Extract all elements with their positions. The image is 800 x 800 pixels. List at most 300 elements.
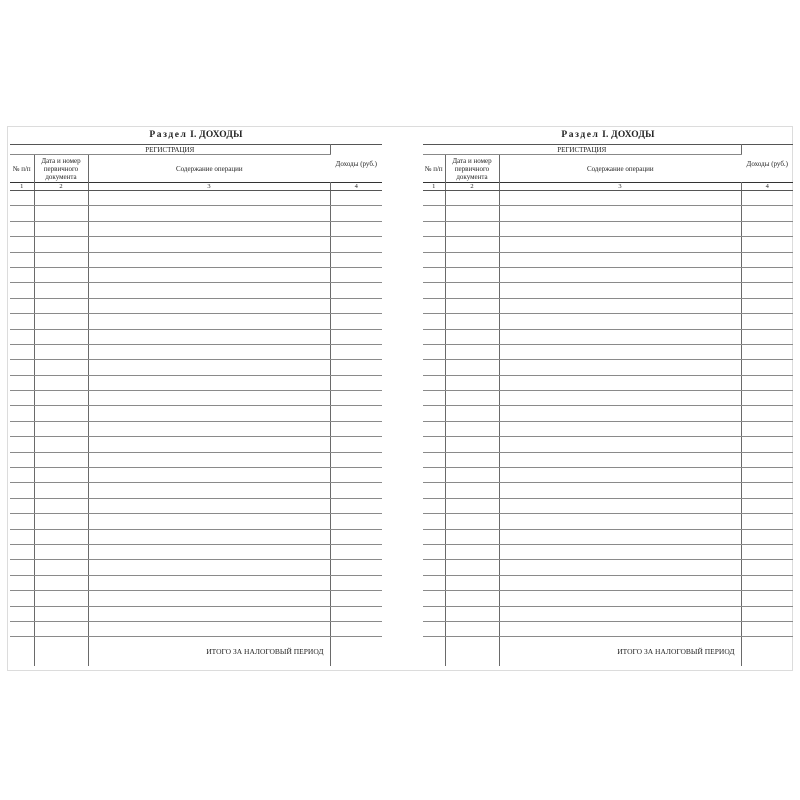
entry-cell[interactable]	[445, 406, 499, 421]
entry-cell[interactable]	[10, 606, 34, 621]
entry-cell[interactable]	[499, 529, 741, 544]
entry-cell[interactable]	[34, 267, 88, 282]
table-row	[10, 360, 382, 375]
entry-cell[interactable]	[330, 252, 382, 267]
entry-cell[interactable]	[10, 375, 34, 390]
entry-cell[interactable]	[499, 606, 741, 621]
entry-cell[interactable]	[423, 191, 445, 206]
entry-cell[interactable]	[88, 406, 330, 421]
entry-cell[interactable]	[741, 375, 793, 390]
entry-cell[interactable]	[423, 206, 445, 221]
entry-cell[interactable]	[330, 360, 382, 375]
entry-cell[interactable]	[499, 437, 741, 452]
entry-cell[interactable]	[741, 221, 793, 236]
total-cell	[10, 637, 34, 666]
entry-cell[interactable]	[34, 360, 88, 375]
entry-cell[interactable]	[423, 621, 445, 636]
entry-cell[interactable]	[330, 606, 382, 621]
entry-cell[interactable]	[34, 237, 88, 252]
entry-cell[interactable]	[330, 468, 382, 483]
entry-cell[interactable]	[34, 406, 88, 421]
entry-cell[interactable]	[88, 221, 330, 236]
table-row	[423, 591, 793, 606]
entry-cell[interactable]	[34, 498, 88, 513]
page-title	[423, 127, 793, 143]
entry-cell[interactable]	[445, 360, 499, 375]
column-header-document: Дата и номер первичного документа	[34, 155, 88, 183]
entry-cell[interactable]	[330, 237, 382, 252]
table-row	[10, 314, 382, 329]
entry-cell[interactable]	[330, 437, 382, 452]
entry-cell[interactable]	[88, 437, 330, 452]
column-header-operation: Содержание операции	[175, 164, 243, 173]
entry-cell[interactable]	[423, 498, 445, 513]
entry-cell[interactable]	[88, 191, 330, 206]
entry-cell[interactable]	[10, 421, 34, 436]
entry-cell[interactable]	[330, 191, 382, 206]
entry-cell[interactable]	[330, 298, 382, 313]
entry-cell[interactable]	[34, 437, 88, 452]
table-row	[423, 252, 793, 267]
entry-cell[interactable]	[445, 314, 499, 329]
entry-cell[interactable]	[741, 421, 793, 436]
total-value-cell[interactable]	[741, 637, 793, 666]
entry-cell[interactable]	[10, 344, 34, 359]
entry-cell[interactable]	[445, 375, 499, 390]
entry-cell[interactable]	[10, 483, 34, 498]
table-row	[423, 560, 793, 575]
entry-cell[interactable]	[445, 391, 499, 406]
entry-cell[interactable]	[34, 252, 88, 267]
entry-cell[interactable]	[88, 529, 330, 544]
entry-cell[interactable]	[88, 283, 330, 298]
entry-cell[interactable]	[10, 252, 34, 267]
entry-cell[interactable]	[741, 298, 793, 313]
entry-cell[interactable]	[34, 575, 88, 590]
table-row	[10, 329, 382, 344]
table-row	[10, 560, 382, 575]
entry-cell[interactable]	[423, 391, 445, 406]
entry-cell[interactable]	[34, 621, 88, 636]
entry-cell[interactable]	[423, 468, 445, 483]
column-number: 4	[741, 183, 793, 191]
column-number: 3	[499, 183, 741, 191]
entry-cell[interactable]	[499, 391, 741, 406]
column-number: 2	[34, 183, 88, 191]
table-row	[423, 514, 793, 529]
table-row	[423, 298, 793, 313]
entry-cell[interactable]	[34, 375, 88, 390]
entry-cell[interactable]	[34, 391, 88, 406]
entry-cell[interactable]	[10, 560, 34, 575]
entry-cell[interactable]	[330, 267, 382, 282]
entry-cell[interactable]	[330, 375, 382, 390]
entry-cell[interactable]	[34, 560, 88, 575]
entry-cell[interactable]	[88, 483, 330, 498]
entry-cell[interactable]	[741, 483, 793, 498]
table-row	[423, 283, 793, 298]
table-row	[10, 375, 382, 390]
entry-cell[interactable]	[423, 360, 445, 375]
entry-cell[interactable]	[445, 575, 499, 590]
entry-cell[interactable]	[423, 267, 445, 282]
entry-cell[interactable]	[741, 452, 793, 467]
table-row	[10, 514, 382, 529]
table-row	[10, 606, 382, 621]
table-row	[423, 437, 793, 452]
entry-cell[interactable]	[88, 468, 330, 483]
table-row	[423, 221, 793, 236]
entry-cell[interactable]	[741, 468, 793, 483]
entry-cell[interactable]	[423, 406, 445, 421]
entry-cell[interactable]	[741, 360, 793, 375]
entry-cell[interactable]	[88, 344, 330, 359]
table-row	[423, 267, 793, 282]
table-row	[423, 483, 793, 498]
entry-cell[interactable]	[10, 191, 34, 206]
entry-cell[interactable]	[34, 421, 88, 436]
entry-cell[interactable]	[741, 498, 793, 513]
entry-cell[interactable]	[445, 206, 499, 221]
column-number: 1	[10, 183, 34, 191]
entry-cell[interactable]	[423, 421, 445, 436]
entry-cell[interactable]	[741, 406, 793, 421]
entry-cell[interactable]	[499, 298, 741, 313]
entry-cell[interactable]	[34, 298, 88, 313]
entry-cell[interactable]	[330, 283, 382, 298]
entry-cell[interactable]	[741, 621, 793, 636]
entry-cell[interactable]	[34, 514, 88, 529]
entry-cell[interactable]	[741, 606, 793, 621]
entry-cell[interactable]	[499, 267, 741, 282]
entry-cell[interactable]	[423, 483, 445, 498]
entry-cell[interactable]	[445, 221, 499, 236]
title-prefix: Раздел	[561, 130, 600, 140]
entry-cell[interactable]	[10, 498, 34, 513]
entry-cell[interactable]	[423, 575, 445, 590]
entry-cell[interactable]	[499, 283, 741, 298]
table-row	[423, 375, 793, 390]
entry-cell[interactable]	[10, 237, 34, 252]
entry-cell[interactable]	[88, 391, 330, 406]
right-page	[423, 127, 793, 672]
entry-cell[interactable]	[34, 468, 88, 483]
entry-cell[interactable]	[741, 344, 793, 359]
entry-cell[interactable]	[741, 252, 793, 267]
entry-cell[interactable]	[10, 283, 34, 298]
table-row	[423, 575, 793, 590]
entry-cell[interactable]	[10, 298, 34, 313]
entry-cell[interactable]	[423, 298, 445, 313]
entry-cell[interactable]	[741, 237, 793, 252]
column-header-document: Дата и номер первичного документа	[445, 155, 499, 183]
table-row	[423, 498, 793, 513]
entry-cell[interactable]	[499, 252, 741, 267]
table-row	[423, 206, 793, 221]
entry-cell[interactable]	[330, 206, 382, 221]
entry-cell[interactable]	[88, 267, 330, 282]
entry-cell[interactable]	[10, 544, 34, 559]
entry-cell[interactable]	[445, 591, 499, 606]
entry-cell[interactable]	[445, 452, 499, 467]
entry-cell[interactable]	[741, 283, 793, 298]
entry-cell[interactable]	[34, 529, 88, 544]
entry-cell[interactable]	[445, 529, 499, 544]
entry-cell[interactable]	[10, 206, 34, 221]
entry-cell[interactable]	[445, 514, 499, 529]
entry-cell[interactable]	[88, 421, 330, 436]
table-row	[423, 452, 793, 467]
entry-cell[interactable]	[88, 375, 330, 390]
entry-cell[interactable]	[741, 544, 793, 559]
entry-cell[interactable]	[499, 575, 741, 590]
entry-cell[interactable]	[741, 437, 793, 452]
entry-cell[interactable]	[423, 237, 445, 252]
entry-cell[interactable]	[499, 483, 741, 498]
entry-cell[interactable]	[330, 344, 382, 359]
entry-cell[interactable]	[88, 237, 330, 252]
table-row	[10, 298, 382, 313]
entry-cell[interactable]	[88, 314, 330, 329]
entry-cell[interactable]	[10, 591, 34, 606]
entry-cell[interactable]	[330, 421, 382, 436]
entry-cell[interactable]	[445, 483, 499, 498]
entry-cell[interactable]	[499, 237, 741, 252]
table-row	[423, 237, 793, 252]
entry-cell[interactable]	[423, 591, 445, 606]
total-label: ИТОГО ЗА НАЛОГОВЫЙ ПЕРИОД	[88, 637, 330, 666]
table-row	[10, 344, 382, 359]
column-header-income: Доходы (руб.)	[330, 145, 382, 183]
entry-cell[interactable]	[423, 252, 445, 267]
entry-cell[interactable]	[741, 560, 793, 575]
page-title	[10, 127, 382, 143]
entry-cell[interactable]	[10, 468, 34, 483]
table-row	[423, 406, 793, 421]
entry-cell[interactable]	[445, 544, 499, 559]
entry-cell[interactable]	[445, 267, 499, 282]
total-cell	[423, 637, 445, 666]
entry-cell[interactable]	[423, 314, 445, 329]
entry-cell[interactable]	[34, 283, 88, 298]
entry-cell[interactable]	[330, 529, 382, 544]
table-row	[10, 621, 382, 636]
entry-cell[interactable]	[423, 606, 445, 621]
entry-cell[interactable]	[34, 221, 88, 236]
entry-cell[interactable]	[34, 606, 88, 621]
table-row	[423, 329, 793, 344]
entry-cell[interactable]	[741, 329, 793, 344]
entry-cell[interactable]	[88, 606, 330, 621]
entry-cell[interactable]	[445, 498, 499, 513]
entry-cell[interactable]	[499, 191, 741, 206]
entry-cell[interactable]	[34, 191, 88, 206]
entry-cell[interactable]	[88, 252, 330, 267]
entry-cell[interactable]	[445, 252, 499, 267]
table-row	[10, 283, 382, 298]
entry-cell[interactable]	[499, 452, 741, 467]
column-number: 1	[423, 183, 445, 191]
entry-cell[interactable]	[34, 206, 88, 221]
total-value-cell[interactable]	[330, 637, 382, 666]
entry-cell[interactable]	[88, 560, 330, 575]
table-row	[10, 267, 382, 282]
entry-cell[interactable]	[88, 452, 330, 467]
table-row	[423, 344, 793, 359]
entry-cell[interactable]	[10, 437, 34, 452]
entry-cell[interactable]	[34, 452, 88, 467]
table-row	[10, 406, 382, 421]
table-row	[423, 621, 793, 636]
registration-header: РЕГИСТРАЦИЯ	[10, 145, 330, 155]
entry-cell[interactable]	[10, 329, 34, 344]
entry-cell[interactable]	[88, 298, 330, 313]
entry-cell[interactable]	[741, 206, 793, 221]
table-row	[10, 206, 382, 221]
entry-cell[interactable]	[34, 591, 88, 606]
entry-cell[interactable]	[499, 206, 741, 221]
column-header-number: № п/п	[423, 155, 445, 183]
table-row	[10, 468, 382, 483]
entry-cell[interactable]	[330, 498, 382, 513]
table-row	[10, 391, 382, 406]
entry-cell[interactable]	[499, 514, 741, 529]
entry-cell[interactable]	[741, 267, 793, 282]
entry-cell[interactable]	[10, 452, 34, 467]
entry-cell[interactable]	[10, 360, 34, 375]
entry-cell[interactable]	[445, 560, 499, 575]
entry-cell[interactable]	[741, 529, 793, 544]
entry-cell[interactable]	[330, 452, 382, 467]
entry-cell[interactable]	[499, 468, 741, 483]
entry-cell[interactable]	[330, 314, 382, 329]
entry-cell[interactable]	[423, 514, 445, 529]
entry-cell[interactable]	[423, 452, 445, 467]
table-row	[10, 437, 382, 452]
entry-cell[interactable]	[330, 514, 382, 529]
entry-cell[interactable]	[88, 591, 330, 606]
entry-cell[interactable]	[330, 575, 382, 590]
entry-cell[interactable]	[445, 191, 499, 206]
entry-cell[interactable]	[499, 406, 741, 421]
entry-cell[interactable]	[88, 544, 330, 559]
entry-cell[interactable]	[499, 360, 741, 375]
entry-cell[interactable]	[499, 375, 741, 390]
entry-cell[interactable]	[423, 529, 445, 544]
entry-cell[interactable]	[423, 560, 445, 575]
ledger-spread	[7, 126, 793, 671]
table-row	[10, 252, 382, 267]
entry-cell[interactable]	[330, 544, 382, 559]
entry-cell[interactable]	[741, 591, 793, 606]
entry-cell[interactable]	[88, 498, 330, 513]
entry-cell[interactable]	[445, 298, 499, 313]
entry-cell[interactable]	[88, 329, 330, 344]
entry-cell[interactable]	[741, 514, 793, 529]
entry-cell[interactable]	[445, 468, 499, 483]
entry-cell[interactable]	[499, 329, 741, 344]
entry-cell[interactable]	[445, 283, 499, 298]
entry-cell[interactable]	[10, 314, 34, 329]
entry-cell[interactable]	[10, 267, 34, 282]
entry-cell[interactable]	[741, 191, 793, 206]
table-row	[423, 391, 793, 406]
entry-cell[interactable]	[88, 514, 330, 529]
entry-cell[interactable]	[330, 406, 382, 421]
entry-cell[interactable]	[499, 344, 741, 359]
entry-cell[interactable]	[423, 221, 445, 236]
entry-cell[interactable]	[330, 221, 382, 236]
entry-cell[interactable]	[330, 560, 382, 575]
table-row	[10, 452, 382, 467]
entry-cell[interactable]	[10, 529, 34, 544]
entry-cell[interactable]	[445, 344, 499, 359]
table-row	[423, 529, 793, 544]
entry-cell[interactable]	[330, 591, 382, 606]
entry-cell[interactable]	[34, 329, 88, 344]
entry-cell[interactable]	[10, 575, 34, 590]
entry-cell[interactable]	[330, 329, 382, 344]
entry-cell[interactable]	[499, 544, 741, 559]
entry-cell[interactable]	[423, 375, 445, 390]
entry-cell[interactable]	[423, 329, 445, 344]
entry-cell[interactable]	[445, 437, 499, 452]
entry-cell[interactable]	[10, 514, 34, 529]
entry-cell[interactable]	[499, 591, 741, 606]
entry-cell[interactable]	[10, 221, 34, 236]
column-header-number: № п/п	[10, 155, 34, 183]
entry-cell[interactable]	[423, 283, 445, 298]
entry-cell[interactable]	[330, 391, 382, 406]
table-row	[10, 575, 382, 590]
entry-cell[interactable]	[499, 221, 741, 236]
entry-cell[interactable]	[445, 237, 499, 252]
entry-cell[interactable]	[741, 575, 793, 590]
entry-cell[interactable]	[10, 621, 34, 636]
entry-cell[interactable]	[499, 314, 741, 329]
entry-cell[interactable]	[330, 621, 382, 636]
entry-cell[interactable]	[10, 406, 34, 421]
entry-cell[interactable]	[10, 391, 34, 406]
entry-cell[interactable]	[88, 206, 330, 221]
entry-cell[interactable]	[330, 483, 382, 498]
entry-cell[interactable]	[34, 483, 88, 498]
column-header-operation: Содержание операции	[586, 164, 654, 173]
entry-cell[interactable]	[741, 314, 793, 329]
entry-cell[interactable]	[88, 360, 330, 375]
entry-cell[interactable]	[88, 621, 330, 636]
entry-cell[interactable]	[34, 544, 88, 559]
entry-cell[interactable]	[741, 391, 793, 406]
entry-cell[interactable]	[445, 329, 499, 344]
entry-cell[interactable]	[423, 344, 445, 359]
entry-cell[interactable]	[499, 421, 741, 436]
table-row	[423, 191, 793, 206]
entry-cell[interactable]	[445, 421, 499, 436]
entry-cell[interactable]	[423, 437, 445, 452]
table-row	[10, 483, 382, 498]
entry-cell[interactable]	[499, 498, 741, 513]
entry-cell[interactable]	[88, 575, 330, 590]
entry-cell[interactable]	[499, 560, 741, 575]
entry-cell[interactable]	[499, 621, 741, 636]
entry-cell[interactable]	[445, 621, 499, 636]
entry-cell[interactable]	[423, 544, 445, 559]
entry-cell[interactable]	[445, 606, 499, 621]
table-row	[423, 360, 793, 375]
entry-cell[interactable]	[34, 314, 88, 329]
entry-cell[interactable]	[34, 344, 88, 359]
